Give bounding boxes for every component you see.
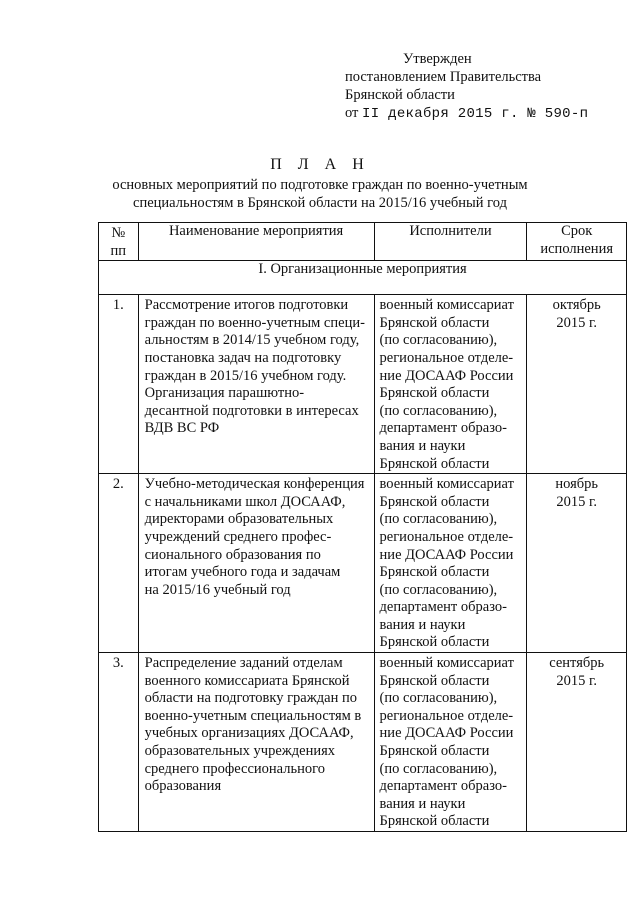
text-line: департамент образо- [379, 778, 507, 795]
executors [374, 295, 527, 474]
activity-name [138, 653, 374, 832]
row-number: 3. [99, 653, 139, 832]
text-line: региональное отделе- [379, 528, 514, 545]
text-line: (по согласованию), [379, 332, 498, 349]
approval-line-resolution: постановлением Правительства [345, 69, 542, 85]
text-line: с начальниками школ ДОСААФ, [144, 493, 346, 510]
plan-subtitle-line2: специальностям в Брянской области на 2015/16 учебный год [133, 195, 507, 211]
text-line: военно-учетным специальностям в [144, 707, 362, 724]
text-line: Рассмотрение итогов подготовки [144, 297, 349, 314]
activity-name [138, 474, 374, 653]
text-line: граждан по военно-учетным специ- [144, 314, 365, 331]
text-line: сентябрь [549, 655, 605, 672]
table-header-row [99, 223, 627, 261]
text-line: ние ДОСААФ России [379, 725, 514, 742]
text-line: ние ДОСААФ России [379, 367, 514, 384]
text-line: (по согласованию), [379, 581, 498, 598]
text-line: (по согласованию), [379, 402, 498, 419]
deadline [527, 653, 627, 832]
section-title: I. Организационные мероприятия [99, 261, 627, 295]
text-line: ВДВ ВС РФ [144, 420, 220, 437]
text-line: среднего профессионального [144, 760, 325, 777]
text-line: Брянской области [379, 564, 490, 581]
approval-line-date [345, 104, 588, 123]
plan-subtitle-line1: основных мероприятий по подготовке граждан по военно-учетным [112, 177, 528, 193]
text-line: департамент образо- [379, 420, 507, 437]
text-line: постановка задач на подготовку [144, 349, 342, 366]
text-line: Учебно-методическая конференция [144, 476, 365, 493]
deadline [527, 474, 627, 653]
text-line: граждан в 2015/16 учебном году. [144, 367, 347, 384]
header-number: № пп [99, 223, 139, 261]
text-line: Брянской области [379, 672, 490, 689]
text-line: (по согласованию), [379, 760, 498, 777]
text-line: Организация парашютно- [144, 385, 305, 402]
text-line: на 2015/16 учебный год [144, 581, 291, 598]
plan-table [98, 222, 627, 832]
text-line: учреждений среднего профес- [144, 528, 332, 545]
text-line: региональное отделе- [379, 707, 514, 724]
approval-date-number: II декабря 2015 г. № 590-п [362, 106, 589, 122]
text-line: военный комиссариат [379, 297, 514, 314]
approval-stamp [345, 50, 588, 123]
text-line: 2015 г. [556, 493, 597, 510]
text-line: департамент образо- [379, 599, 507, 616]
activity-name [138, 295, 374, 474]
text-line: образования [144, 778, 222, 795]
table-row [99, 653, 627, 832]
text-line: октябрь [552, 297, 601, 314]
text-line: учебных организациях ДОСААФ, [144, 725, 354, 742]
table-row [99, 474, 627, 653]
section-row [99, 261, 627, 295]
text-line: Брянской области [379, 493, 490, 510]
text-line: (по согласованию), [379, 690, 498, 707]
text-line: военный комиссариат [379, 476, 514, 493]
text-line: военный комиссариат [379, 655, 514, 672]
plan-heading: П Л А Н [270, 156, 370, 173]
executors [374, 653, 527, 832]
header-executors: Исполнители [374, 223, 527, 261]
text-line: (по согласованию), [379, 511, 498, 528]
table-row [99, 295, 627, 474]
text-line: области на подготовку граждан по [144, 690, 357, 707]
approval-date-prefix: от [345, 105, 359, 121]
text-line: вания и науки [379, 616, 466, 633]
text-line: вания и науки [379, 795, 466, 812]
text-line: Брянской области [379, 385, 490, 402]
text-line: итогам учебного года и задачам [144, 564, 341, 581]
row-number: 1. [99, 295, 139, 474]
text-line: Брянской области [379, 743, 490, 760]
text-line: вания и науки [379, 437, 466, 454]
text-line: 2015 г. [556, 314, 597, 331]
text-line: 2015 г. [556, 672, 597, 689]
text-line: десантной подготовки в интересах [144, 402, 359, 419]
text-line: Брянской области [379, 634, 490, 651]
text-line: образовательных учреждениях [144, 743, 336, 760]
text-line: региональное отделе- [379, 349, 514, 366]
plan-title-block [0, 155, 640, 212]
text-line: ноябрь [555, 476, 599, 493]
approval-line-approved: Утвержден [403, 51, 472, 67]
text-line: директорами образовательных [144, 511, 334, 528]
text-line: Брянской области [379, 314, 490, 331]
text-line: сионального образования по [144, 546, 321, 563]
text-line: ние ДОСААФ России [379, 546, 514, 563]
approval-line-region: Брянской области [345, 87, 455, 103]
header-deadline: Срок исполнения [527, 223, 627, 261]
text-line: альностям в 2014/15 учебном году, [144, 332, 360, 349]
header-activity-name: Наименование мероприятия [138, 223, 374, 261]
text-line: Распределение заданий отделам [144, 655, 343, 672]
text-line: Брянской области [379, 455, 490, 472]
row-number: 2. [99, 474, 139, 653]
text-line: Брянской области [379, 813, 490, 830]
executors [374, 474, 527, 653]
deadline [527, 295, 627, 474]
text-line: военного комиссариата Брянской [144, 672, 350, 689]
